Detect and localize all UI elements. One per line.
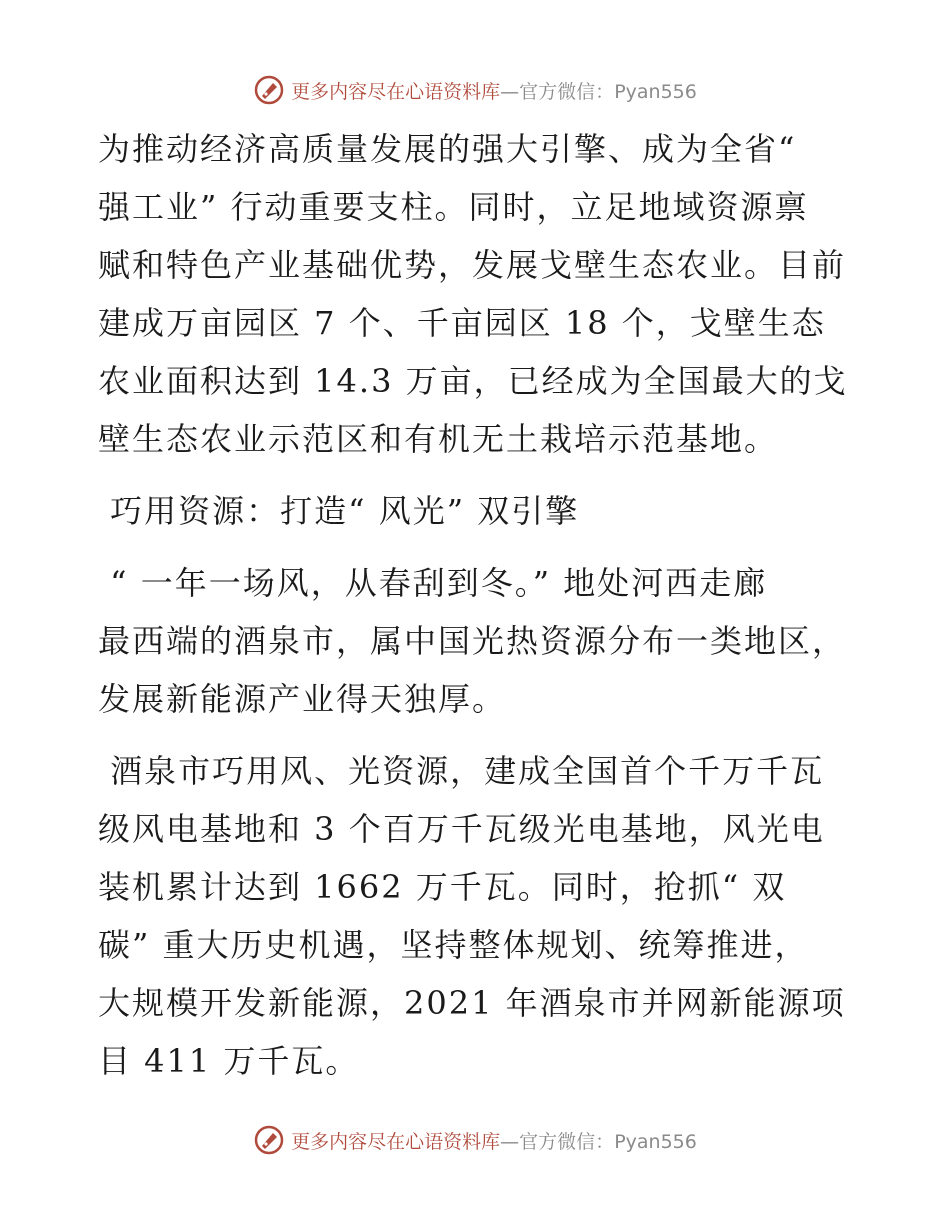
watermark-dash: — — [500, 80, 520, 103]
text-line: 级风电基地和 3 个百万千瓦级光电基地，风光电 — [98, 810, 825, 848]
watermark-wechat-id: Pyan556 — [614, 80, 697, 103]
watermark-text — [291, 77, 697, 104]
text-line: 目 411 万千瓦。 — [98, 1042, 360, 1080]
footer-watermark — [0, 1120, 950, 1160]
text-line: “ 一年一场风，从春刮到冬。” 地处河西走廊 — [98, 564, 768, 602]
paragraph-2 — [98, 554, 858, 728]
text-line: 为推动经济高质量发展的强大引擎、成为全省“ — [98, 130, 797, 168]
text-line: 强工业” 行动重要支柱。同时，立足地域资源禀 — [98, 188, 809, 226]
header-watermark — [0, 70, 950, 110]
text-line: 最西端的酒泉市，属中国光热资源分布一类地区， — [98, 622, 847, 660]
text-line: 发展新能源产业得天独厚。 — [98, 680, 507, 718]
paragraph-1 — [98, 120, 858, 468]
watermark-brand: 更多内容尽在心语资料库 — [291, 1130, 501, 1153]
text-line: 建成万亩园区 7 个、千亩园区 18 个，戈壁生态 — [98, 304, 826, 342]
watermark-wechat-label: 官方微信： — [519, 1130, 615, 1153]
text-line: 赋和特色产业基础优势，发展戈壁生态农业。目前 — [98, 246, 847, 284]
watermark-wechat-id: Pyan556 — [614, 1130, 697, 1153]
text-line: 大规模开发新能源，2021 年酒泉市并网新能源项 — [98, 984, 846, 1022]
text-line: 酒泉市巧用风、光资源，建成全国首个千万千瓦 — [98, 752, 825, 790]
text-line: 装机累计达到 1662 万千瓦。同时，抢抓“ 双 — [98, 868, 787, 906]
section-heading — [98, 482, 858, 540]
pen-nib-logo-icon — [253, 1124, 285, 1156]
heading-line: 巧用资源：打造“ 风光” 双引擎 — [98, 492, 580, 530]
text-line: 碳” 重大历史机遇，坚持整体规划、统筹推进， — [98, 926, 809, 964]
text-line: 农业面积达到 14.3 万亩，已经成为全国最大的戈 — [98, 362, 848, 400]
watermark-brand: 更多内容尽在心语资料库 — [291, 80, 501, 103]
watermark-dash: — — [500, 1130, 520, 1153]
watermark-wechat-label: 官方微信： — [519, 80, 615, 103]
document-body — [98, 120, 858, 1090]
pen-nib-logo-icon — [253, 74, 285, 106]
watermark-text — [291, 1127, 697, 1154]
paragraph-3 — [98, 742, 858, 1090]
text-line: 壁生态农业示范区和有机无土栽培示范基地。 — [98, 420, 779, 458]
